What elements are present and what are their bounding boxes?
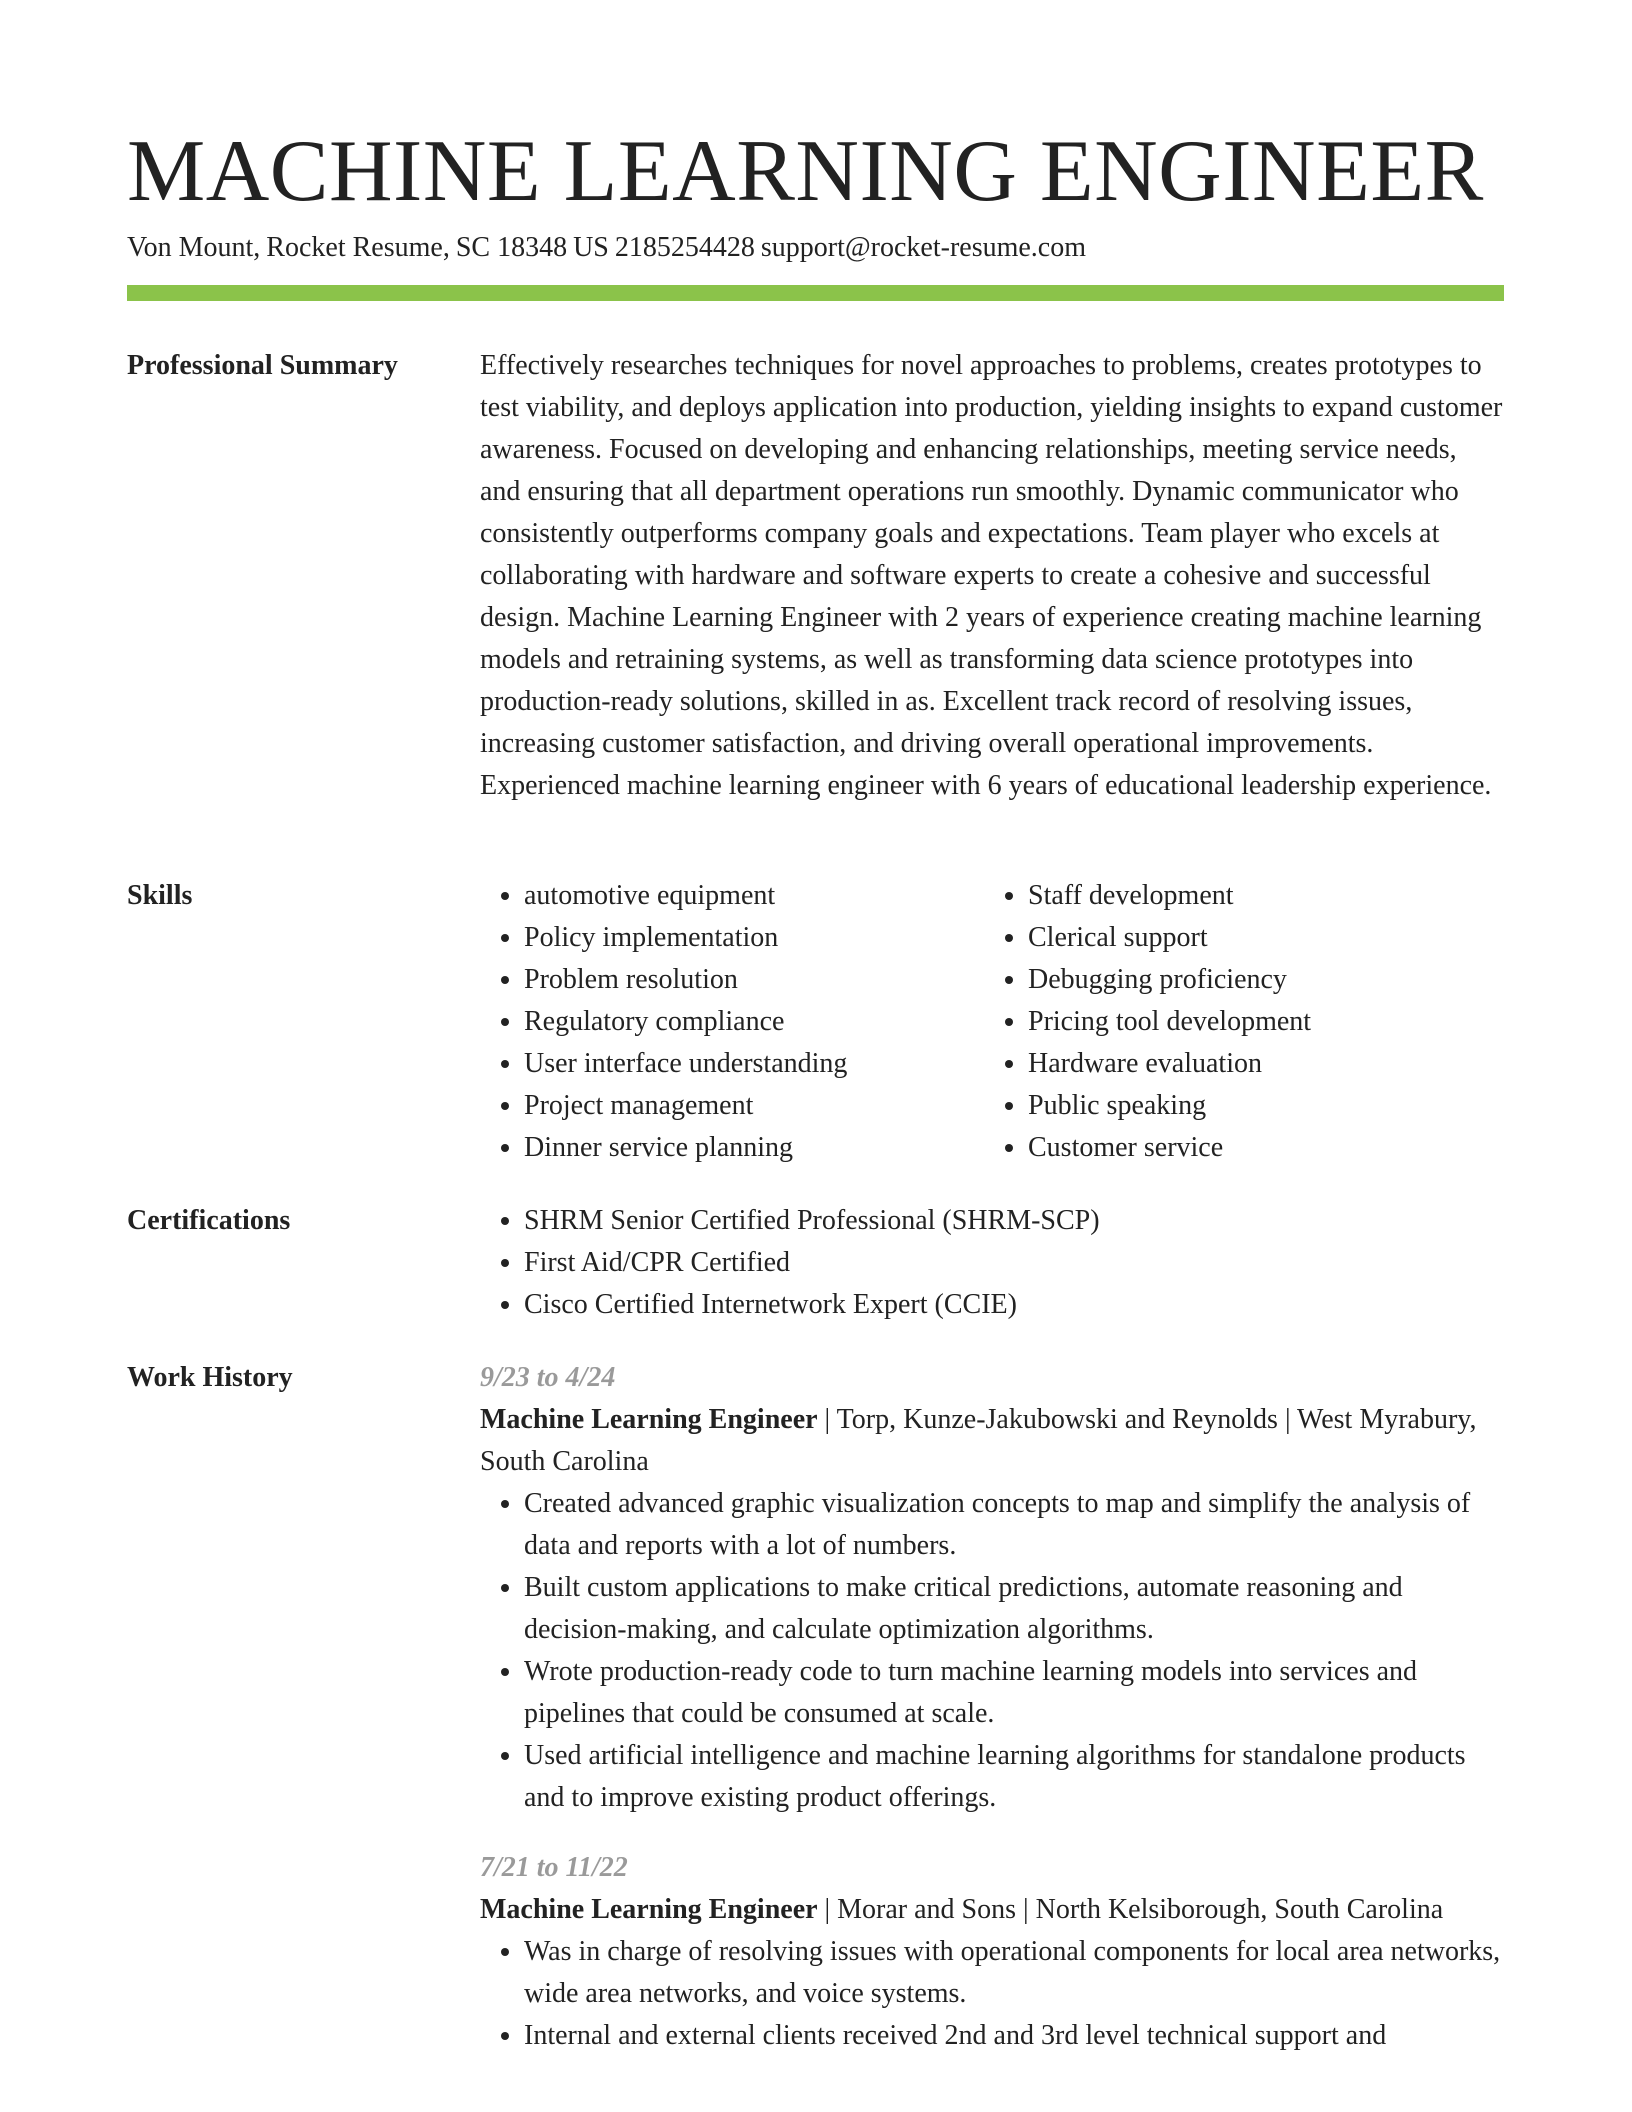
skill-item: • Regulatory compliance <box>524 1001 984 1043</box>
skill-item: • User interface understanding <box>524 1043 984 1085</box>
job-heading <box>480 1399 1504 1483</box>
work-history-body <box>480 1357 1504 2057</box>
skill-item: • Staff development <box>1028 875 1488 917</box>
certification-item: • SHRM Senior Certified Professional (SHRM-SCP) <box>524 1200 1504 1242</box>
skill-item: • Hardware evaluation <box>1028 1043 1488 1085</box>
job-entry <box>480 1847 1504 2057</box>
skills-column-left <box>480 875 984 1169</box>
skill-item: • Project management <box>524 1085 984 1127</box>
certification-item: • First Aid/CPR Certified <box>524 1242 1504 1284</box>
skill-item: • Clerical support <box>1028 917 1488 959</box>
summary-text: Effectively researches techniques for novel approaches to problems, creates prototypes to test viability, and deploys application into production, yielding insights to expand customer awareness. Focused on developing and enhancing relationships, meeting service needs, and ensuring that all department operations run smoothly. Dynamic communicator who consistently outperforms company goals and expectations. Team player who excels at collaborating with hardware and software experts to create a cohesive and successful design. Machine Learning Engineer with 2 years of experience creating machine learning models and retraining systems, as well as transforming data science prototypes into production-ready solutions, skilled in as. Excellent track record of resolving issues, increasing customer satisfaction, and driving overall operational improvements. Experienced machine learning engineer with 6 years of educational leadership experience. <box>480 350 1503 801</box>
job-entry <box>480 1357 1504 1819</box>
job-bullet: • Used artificial intelligence and machine learning algorithms for standalone products and to improve existing product offerings. <box>524 1735 1504 1819</box>
skill-item: • Dinner service planning <box>524 1127 984 1169</box>
skill-item: • automotive equipment <box>524 875 984 917</box>
skill-item: • Pricing tool development <box>1028 1001 1488 1043</box>
certification-item: • Cisco Certified Internetwork Expert (CCIE) <box>524 1284 1504 1326</box>
job-details: | Torp, Kunze-Jakubowski and Reynolds | West Myrabury, South Carolina <box>480 1404 1477 1477</box>
skill-item: • Debugging proficiency <box>1028 959 1488 1001</box>
summary-body <box>480 345 1504 807</box>
job-bullet: • Created advanced graphic visualization concepts to map and simplify the analysis of data and reports with a lot of numbers. <box>524 1483 1504 1567</box>
work-history-label: Work History <box>127 1362 293 1393</box>
skill-item: • Problem resolution <box>524 959 984 1001</box>
contact-state-zip: SC 18348 <box>455 232 568 263</box>
job-title: Machine Learning Engineer <box>480 1894 818 1925</box>
resume-title: MACHINE LEARNING ENGINEER <box>127 123 1484 220</box>
certifications-label: Certifications <box>127 1205 291 1236</box>
job-bullet: • Was in charge of resolving issues with operational components for local area networks, wide area networks, and voice systems. <box>524 1931 1504 2015</box>
job-bullet: • Wrote production-ready code to turn machine learning models into services and pipelines that could be consumed at scale. <box>524 1651 1504 1735</box>
skills-column-right <box>984 875 1488 1169</box>
skills-label: Skills <box>127 880 193 911</box>
job-bullet: • Built custom applications to make critical predictions, automate reasoning and decision-making, and calculate optimization algorithms. <box>524 1567 1504 1651</box>
skills-columns <box>480 875 1504 1169</box>
contact-street: Rocket Resume, <box>266 232 450 263</box>
summary-label: Professional Summary <box>127 350 398 381</box>
job-details: | Morar and Sons | North Kelsiborough, South Carolina <box>817 1894 1444 1925</box>
contact-country: US <box>573 232 609 263</box>
header-accent-bar <box>127 285 1504 301</box>
job-bullet: • Internal and external clients received 2nd and 3rd level technical support and <box>524 2015 1504 2057</box>
contact-city: Von Mount, <box>127 232 261 263</box>
skill-item: • Customer service <box>1028 1127 1488 1169</box>
job-dates: 7/21 to 11/22 <box>480 1852 628 1883</box>
contact-email[interactable]: support@rocket-resume.com <box>760 232 1087 263</box>
skill-item: • Policy implementation <box>524 917 984 959</box>
contact-line <box>127 230 1092 266</box>
contact-phone: 2185254428 <box>614 232 755 263</box>
skill-item: • Public speaking <box>1028 1085 1488 1127</box>
job-bullets <box>480 1483 1504 1819</box>
job-bullets <box>480 1931 1504 2057</box>
skills-body <box>480 875 1504 1169</box>
job-heading <box>480 1889 1504 1931</box>
certifications-body <box>480 1200 1504 1326</box>
job-title: Machine Learning Engineer <box>480 1404 818 1435</box>
job-dates: 9/23 to 4/24 <box>480 1362 616 1393</box>
